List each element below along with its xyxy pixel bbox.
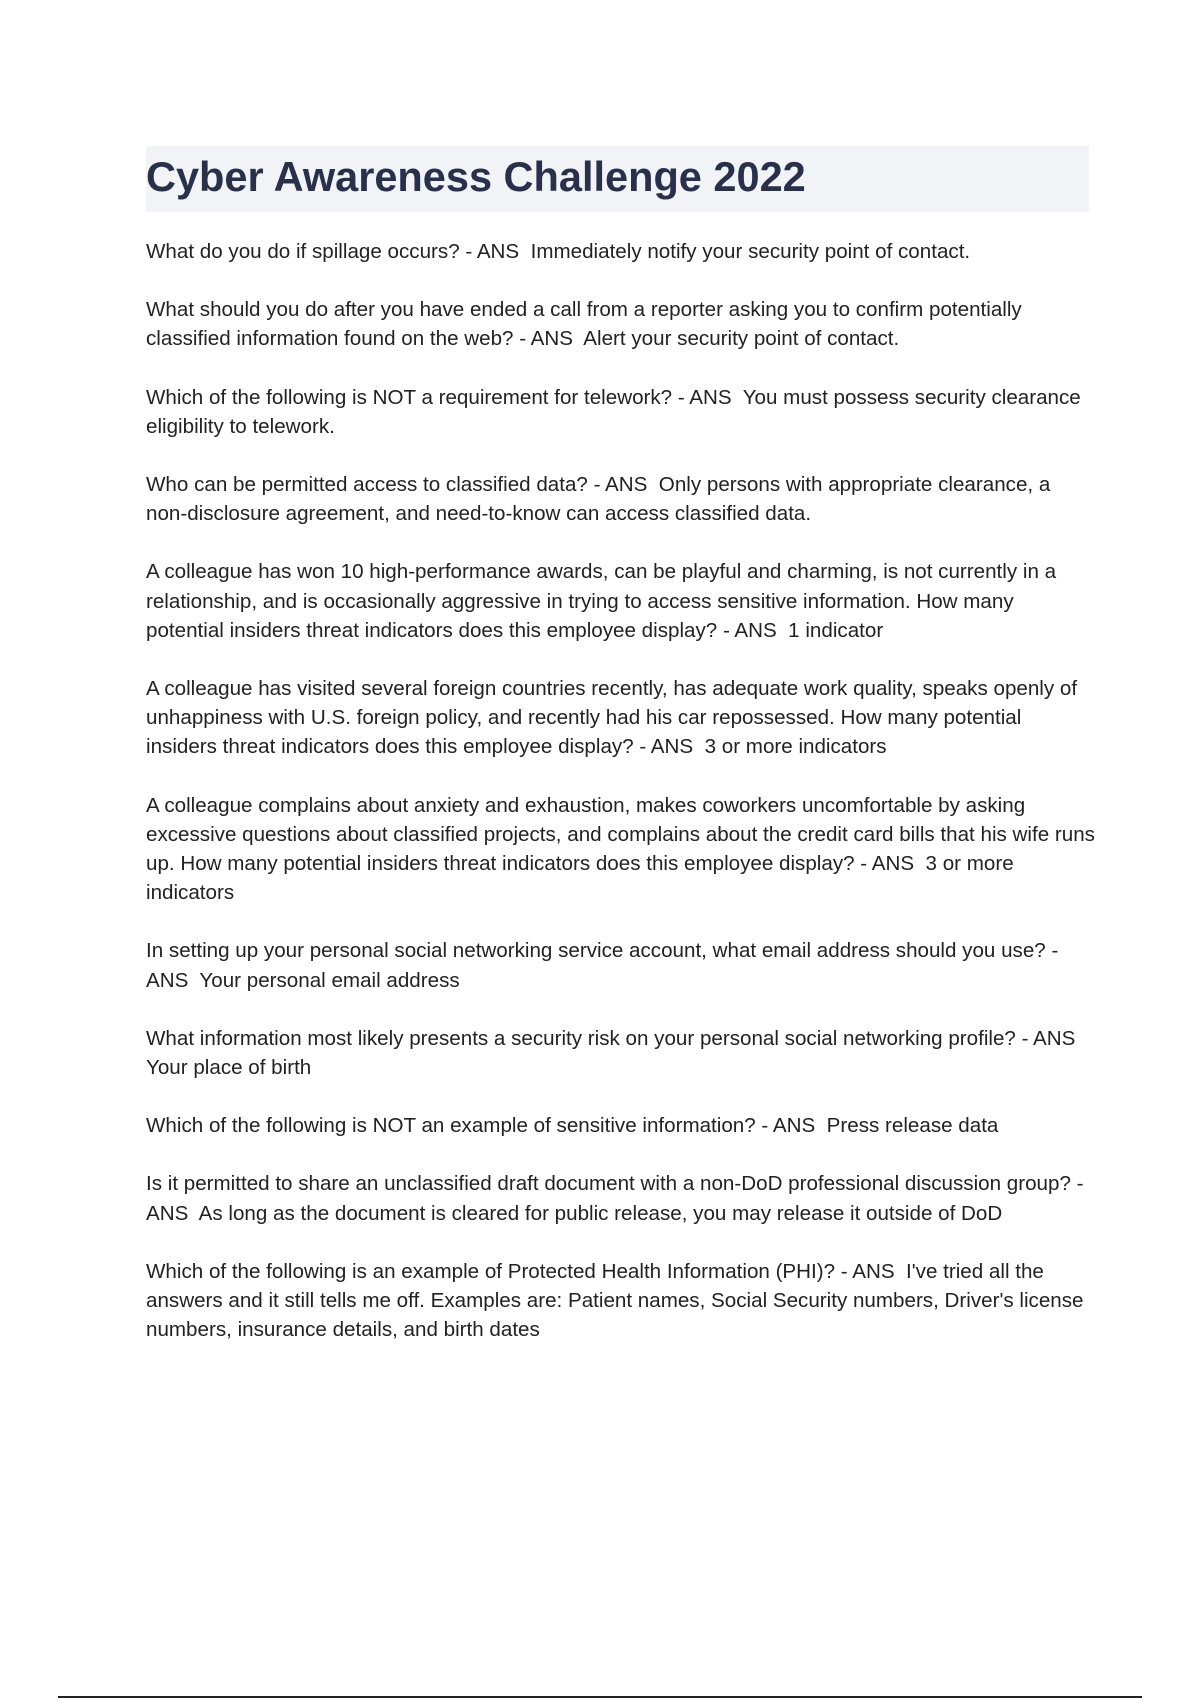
qa-item: In setting up your personal social networking service account, what email address should you use? - ANS Your personal email address [146,939,1063,992]
qa-item: A colleague has won 10 high-performance awards, can be playful and charming, is not currently in a relationship, and is occasionally aggressive in trying to access sensitive information. How many potential insiders threat indicators does this employee display? - ANS 1 indicator [146,560,1062,642]
qa-item: What do you do if spillage occurs? - ANS Immediately notify your security point of contact. [146,240,971,263]
footer-divider [58,1696,1142,1698]
qa-item: Which of the following is NOT a requirement for telework? - ANS You must possess security clearance eligibility to telework. [146,385,1087,438]
qa-item: What information most likely presents a security risk on your personal social networking profile? - ANS Your place of birth [146,1026,1087,1080]
qa-item: Who can be permitted access to classified data? - ANS Only persons with appropriate clearance, a non-disclosure agreement, and need-to-know can access classified data. [146,473,1057,526]
title-banner [146,146,1089,212]
document-title: Cyber Awareness Challenge 2022 [146,153,806,200]
qa-item: Which of the following is NOT an example of sensitive information? - ANS Press release data [146,1114,999,1138]
qa-item: What should you do after you have ended a call from a reporter asking you to confirm potentially classified information found on the web? - ANS Alert your security point of contact. [146,298,1028,351]
qa-item: A colleague has visited several foreign countries recently, has adequate work quality, speaks openly of unhappiness with U.S. foreign policy, and recently had his car repossessed. How many potential insiders threat indicators does this employee display? - ANS 3 or more indicators [146,677,1083,759]
qa-list [146,237,1101,1373]
qa-item: Is it permitted to share an unclassified draft document with a non-DoD professional discussion group? - ANS As long as the document is cleared for public release, you may release it outside of DoD [146,1172,1089,1225]
qa-item: A colleague complains about anxiety and exhaustion, makes coworkers uncomfortable by asking excessive questions about classified projects, and complains about the credit card bills that his wife runs up. How many potential insiders threat indicators does this employee display? - ANS 3 or more indicators [146,793,1101,905]
qa-item: Which of the following is an example of Protected Health Information (PHI)? - ANS I've tried all the answers and it still tells me off. Examples are: Patient names, Social Security numbers, Driver's license numbers, insurance details, and birth dates [146,1259,1090,1342]
